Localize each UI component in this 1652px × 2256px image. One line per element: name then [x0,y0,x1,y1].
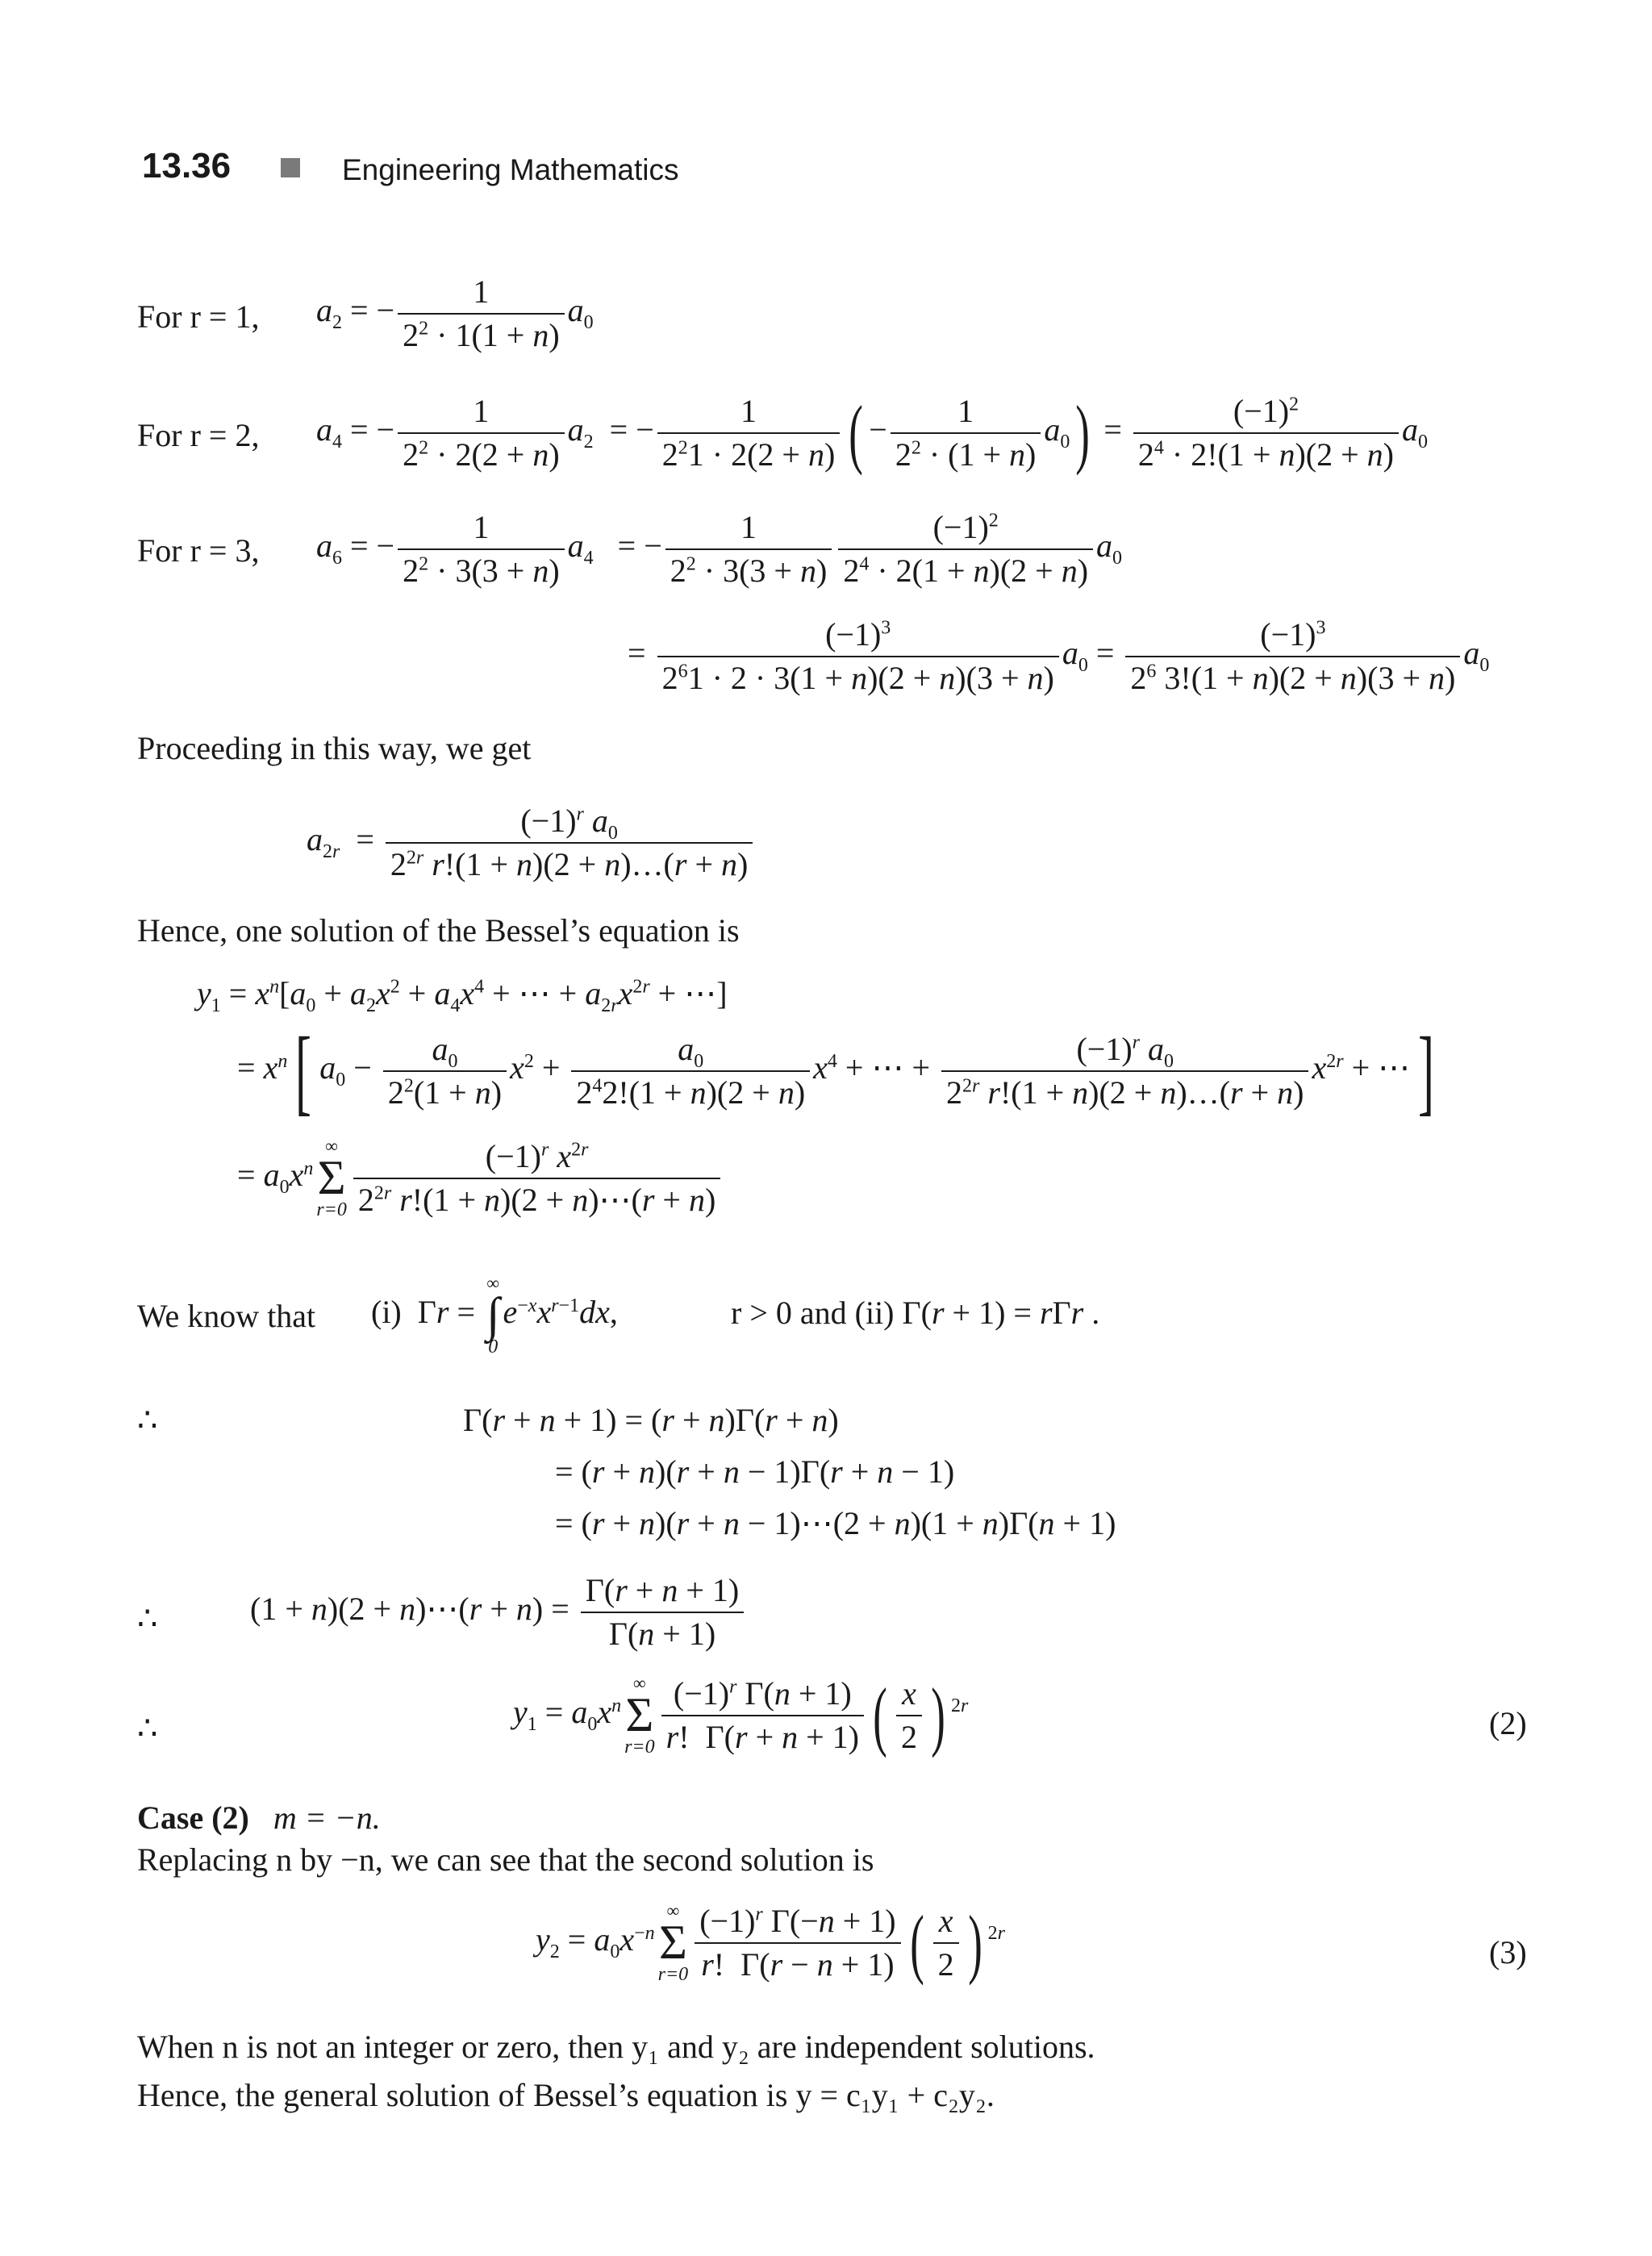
equation-a4: $a_4$ = − $\frac{1}{2^2 \cdot 2(2 + n)}$ $a_2$ = − $\frac{1}{2^21 \cdot 2(2 + n)}$ ( − $\frac{1}{2^2 \cdot (1 + n)}$ $a_0$) = $\frac{(-1)^2}{2^4 \cdot 2!(1 + n)(2 + n)}$ $a_0$ [316,390,1428,476]
equation-a6: $a_6$ = − $\frac{1}{2^2 \cdot 3(3 + n)}$ $a_4$ = − $\frac{1}{2^2 \cdot 3(3 + n)}$ $\frac{(-1)^2}{2^4 \cdot 2(1 + n)(2 + n)}$ $a_0$ [316,509,1123,589]
header-square-icon [281,158,300,177]
equation-gamma-recursion: r > 0 and (ii) Γ(r + 1) = rΓr . [731,1295,1100,1331]
label-r3: For r = 3, [137,532,260,569]
equation-gamma-line2: = (r + n)(r + n − 1)Γ(r + n − 1) [555,1453,955,1490]
equation-y1-sum: = $a_0x^n$ ∞ Σ r=0 $\frac{(-1)^r x^{2r}}{2^{2r} r!(1 + n)(2 + n)\cdots(r + n)}$ [237,1137,724,1220]
text-when-n: When n is not an integer or zero, then y₁ and y₂ are independent solutions. [137,2029,1095,2065]
equation-a2: $a_2$ = − $\frac{1}{2^2 \cdot 1(1 + n)}$ $a_0$ [316,273,594,353]
text-we-know: We know that [137,1298,316,1334]
equation-y1-final: $y_1 = a_0x^n$ ∞ Σ r=0 $\frac{(-1)^r \Gamma(n + 1)}{r! \Gamma(r + n + 1)}$ ( $\frac{x}{2}$ ) $^{2r}$ [513,1672,969,1758]
text-replacing: Replacing n by −n, we can see that the second solution is [137,1841,874,1878]
case2-heading: Case (2) m = −n. [137,1799,381,1836]
therefore-symbol-2: ∴ [137,1600,158,1637]
text-hence-one: Hence, one solution of the Bessel’s equation is [137,912,740,949]
equation-a6-cont: = $\frac{(-1)^3}{2^61 \cdot 2 \cdot 3(1 + n)(2 + n)(3 + n)}$ $a_0$ = $\frac{(-1)^3}{2^6 3!(1 + n)(2 + n)(3 + n)}$ $a_0$ [628,616,1490,696]
equation-number-3: (3) [1489,1934,1527,1970]
equation-gamma-line3: = (r + n)(r + n − 1)⋯(2 + n)(1 + n)Γ(n + 1) [555,1505,1116,1541]
equation-a2r: $a_{2r}$ = $\frac{(-1)^r a_0}{2^{2r} r!(1 + n)(2 + n)\dots(r + n)}$ [307,803,756,882]
text-proceeding: Proceeding in this way, we get [137,730,532,766]
text-hence-general: Hence, the general solution of Bessel’s equation is y = c₁y₁ + c₂y₂. [137,2077,995,2113]
label-r1: For r = 1, [137,298,260,335]
equation-product: (1 + n)(2 + n)⋯(r + n) = $\frac{\Gamma(r + n + 1)}{\Gamma(n + 1)}$ [250,1573,747,1652]
equation-gamma-def: (i) Γr = ∞ ∫ 0 $e^{-x}x^{r-1}dx$, [371,1273,618,1357]
equation-gamma-line1: Γ(r + n + 1) = (r + n)Γ(r + n) [463,1402,839,1438]
equation-y1-expanded: = $x^n$[ $a_0$ − $\frac{a_0}{2^2(1 + n)}$ $x^2$ + $\frac{a_0}{2^42!(1 + n)(2 + n)}$ $x^4$ + ⋯ + $\frac{(-1)^r a_0}{2^{2r} r!(1 + n)(2 + n)\dots(r + n)}$ $x^{2r}$ + ⋯] [237,1017,1435,1124]
equation-y2: $y_2 = a_0x^{-n}$ ∞ Σ r=0 $\frac{(-1)^r \Gamma(-n + 1)}{r! \Gamma(r - n + 1)}$ ( $\frac{x}{2}$ ) $^{2r}$ [536,1899,1005,1986]
therefore-symbol-1: ∴ [137,1402,158,1438]
label-r2: For r = 2, [137,417,260,453]
therefore-symbol-3: ∴ [137,1710,158,1746]
page-number: 13.36 [142,146,232,186]
equation-y1-series: $y_1 = x^n[a_0 + a_2x^2 + a_4x^4$ + ⋯ + $a_{2r}x^{2r}$ + ⋯] [197,975,728,1016]
running-title: Engineering Mathematics [342,153,679,186]
equation-number-2: (2) [1489,1705,1527,1741]
